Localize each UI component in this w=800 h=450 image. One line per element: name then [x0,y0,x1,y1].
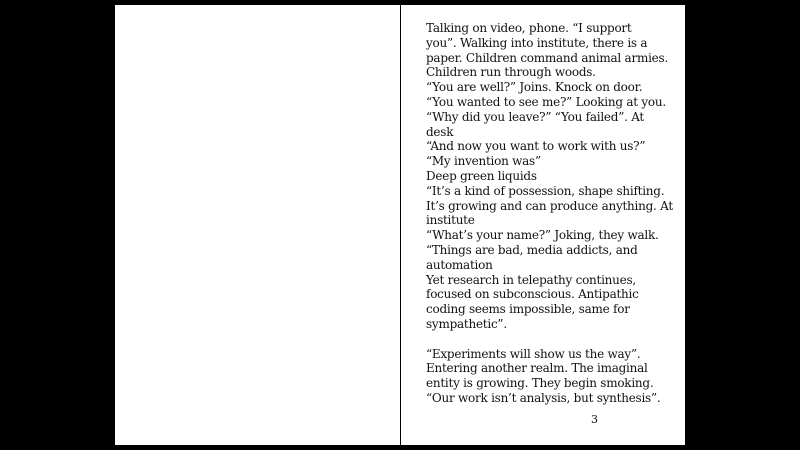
text-line: coding seems impossible, same for [426,302,630,317]
text-line: institute [426,213,475,228]
text-line: Talking on video, phone. “I support [426,21,632,35]
page-number: 3 [591,413,598,426]
text-line: entity is growing. They begin smoking. [426,376,654,391]
text-line: “You are well?” Joins. Knock on door. [426,80,643,95]
text-line: desk [426,124,454,139]
text-line: paper. Children command animal armies. [426,50,668,65]
paragraph-break [426,332,684,347]
book-spread [115,5,685,445]
right-page [401,5,685,445]
left-page [115,5,400,445]
text-line: “You wanted to see me?” Looking at you. [426,94,666,109]
text-line: “What’s your name?” Joking, they walk. [426,228,659,243]
text-line: you”. Walking into institute, there is a [426,35,648,50]
text-line: Deep green liquids [426,168,537,183]
body-text [426,21,684,406]
text-line: Children run through woods. [426,65,596,80]
text-line: “And now you want to work with us?” [426,139,646,154]
text-line: Entering another realm. The imaginal [426,361,648,376]
text-line: focused on subconscious. Antipathic [426,287,639,302]
text-line: “My invention was” [426,154,541,169]
text-line: Yet research in telepathy continues, [426,272,636,287]
text-line: automation [426,257,493,272]
text-line: “Things are bad, media addicts, and [426,242,638,257]
text-line: sympathetic”. [426,316,507,331]
text-line: “It’s a kind of possession, shape shifting. [426,183,665,198]
text-line: “Why did you leave?” “You failed”. At [426,109,645,124]
text-line: “Our work isn’t analysis, but synthesis”. [426,390,661,405]
text-line: It’s growing and can produce anything. At [426,198,673,213]
text-line: “Experiments will show us the way”. [426,346,641,361]
